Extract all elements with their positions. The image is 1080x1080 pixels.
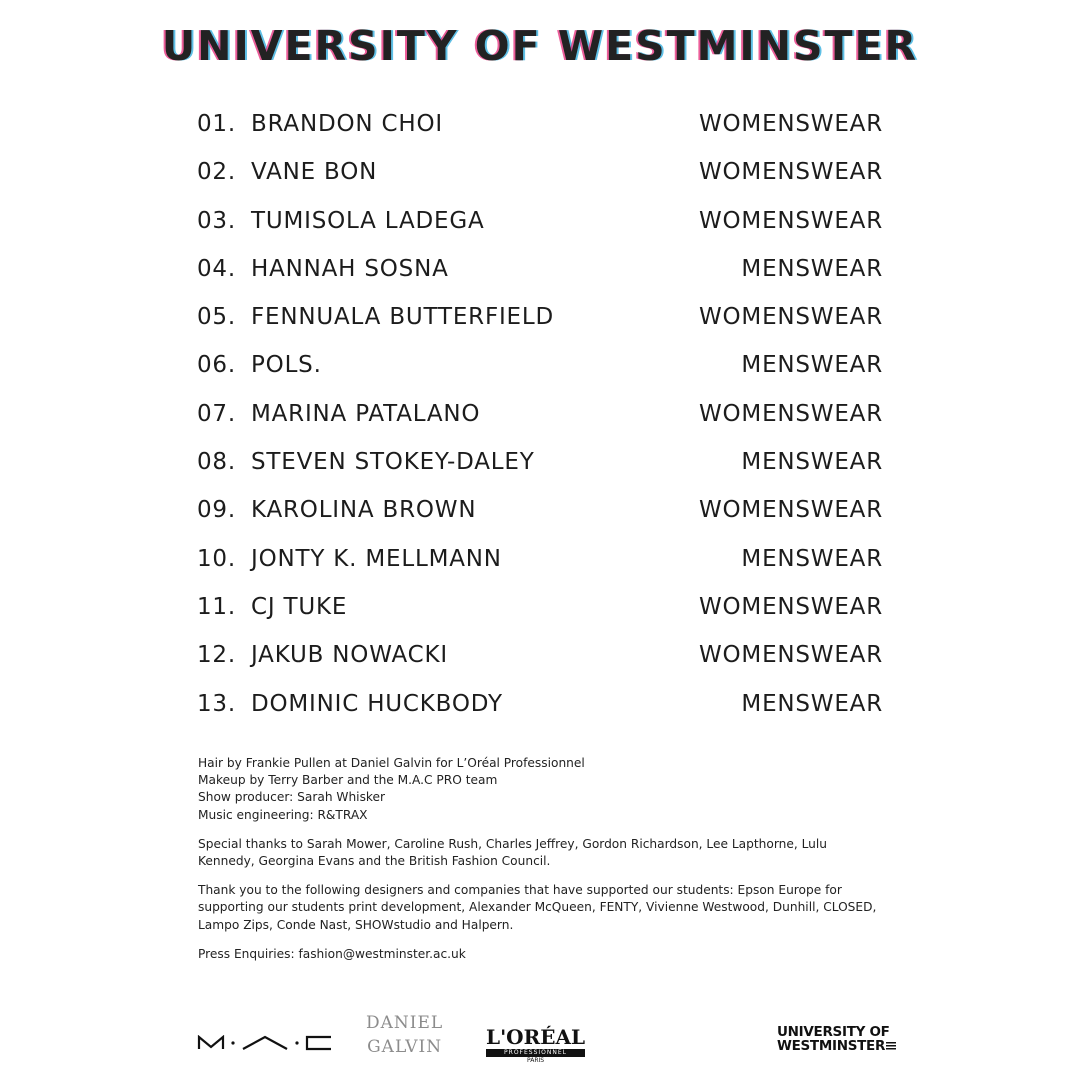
designer-name: JONTY K. MELLMANN	[251, 545, 502, 572]
collection-category: MENSWEAR	[741, 255, 883, 282]
special-thanks: Special thanks to Sarah Mower, Caroline Rush, Charles Jeffrey, Gordon Richardson, Lee Lapthorne, Lulu Kennedy, Georgina Evans and the British Fashion Council.	[198, 836, 827, 869]
lineup-row	[197, 441, 883, 489]
lineup-number: 04.	[197, 255, 236, 282]
lineup-number: 01.	[197, 111, 236, 137]
lineup-number: 06.	[197, 352, 236, 379]
lineup-row	[197, 103, 883, 151]
designer-name: HANNAH SOSNA	[251, 255, 449, 282]
collection-category: WOMENSWEAR	[698, 111, 883, 137]
lineup-number: 05.	[197, 304, 236, 331]
loreal-logo-sub: PROFESSIONNEL	[486, 1049, 585, 1057]
collection-category: MENSWEAR	[741, 690, 883, 717]
lineup-number: 11.	[197, 593, 236, 620]
lineup-row	[197, 634, 883, 682]
production-credits	[198, 755, 878, 824]
designer-name: VANE BON	[251, 159, 378, 186]
lineup-row	[197, 200, 883, 248]
collection-category: MENSWEAR	[741, 545, 883, 572]
hair-credit: Hair by Frankie Pullen at Daniel Galvin for L’Oréal Professionnel	[198, 756, 585, 770]
lineup-row	[197, 296, 883, 344]
designer-name: CJ TUKE	[251, 593, 348, 620]
loreal-logo-main: L'ORÉAL	[486, 1025, 586, 1049]
mac-logo-mark	[197, 1035, 333, 1051]
lineup-number: 03.	[197, 207, 236, 234]
collection-category: WOMENSWEAR	[698, 304, 883, 331]
collection-category: MENSWEAR	[741, 449, 883, 476]
designer-name: BRANDON CHOI	[251, 111, 443, 137]
loreal-logo	[486, 1027, 585, 1065]
designer-name: STEVEN STOKEY-DALEY	[251, 449, 535, 476]
credits-section	[198, 755, 878, 975]
daniel-galvin-line2: GALVIN	[367, 1037, 443, 1057]
collection-category: WOMENSWEAR	[698, 593, 883, 620]
westminster-logo-line2: WESTMINSTER	[777, 1038, 886, 1054]
daniel-galvin-line1: DANIEL	[366, 1013, 444, 1033]
designer-name: FENNUALA BUTTERFIELD	[251, 304, 555, 331]
press-enquiries: Press Enquiries: fashion@westminster.ac.uk	[198, 946, 466, 961]
westminster-logo-line1: UNIVERSITY OF	[777, 1024, 890, 1040]
daniel-galvin-logo	[366, 1011, 443, 1059]
producer-credit: Show producer: Sarah Whisker	[198, 790, 386, 805]
westminster-logo	[777, 1025, 896, 1053]
lineup-number: 02.	[197, 159, 236, 186]
supporters-thanks: Thank you to the following designers and companies that have supported our students: Epson Europe for supporting our students print development, Alexander McQueen, FENTY, Vivienne Westwood, Dunhill, CLOSED, Lampo Zips, Conde Nast, SHOWstudio and Halpern.	[198, 883, 877, 932]
designer-name: KAROLINA BROWN	[251, 497, 477, 524]
collection-category: WOMENSWEAR	[698, 497, 883, 524]
lineup-row	[197, 393, 883, 441]
designer-name: TUMISOLA LADEGA	[251, 207, 485, 234]
lineup-row	[197, 489, 883, 537]
lineup-number: 09.	[197, 497, 236, 524]
lineup-number: 07.	[197, 400, 236, 427]
collection-category: WOMENSWEAR	[698, 159, 883, 186]
lineup-row	[197, 683, 883, 731]
lineup-row	[197, 344, 883, 392]
designer-name: MARINA PATALANO	[251, 400, 481, 427]
lineup-row	[197, 586, 883, 634]
lineup-number: 08.	[197, 449, 236, 476]
designer-name: POLS.	[251, 352, 322, 379]
loreal-logo-city: PARIS	[526, 1057, 545, 1064]
westminster-bars-icon	[886, 1042, 896, 1051]
collection-category: WOMENSWEAR	[698, 642, 883, 669]
makeup-credit: Makeup by Terry Barber and the M.A.C PRO team	[198, 773, 498, 788]
lineup-row	[197, 151, 883, 199]
mac-logo	[197, 1035, 333, 1055]
collection-category: WOMENSWEAR	[698, 400, 883, 427]
collection-category: WOMENSWEAR	[698, 207, 883, 234]
designer-lineup	[197, 103, 883, 731]
designer-name: JAKUB NOWACKI	[251, 642, 448, 669]
collection-category: MENSWEAR	[741, 352, 883, 379]
music-credit: Music engineering: R&TRAX	[198, 807, 368, 822]
lineup-row	[197, 248, 883, 296]
lineup-number: 10.	[197, 545, 236, 572]
designer-name: DOMINIC HUCKBODY	[251, 690, 503, 717]
lineup-number: 13.	[197, 690, 236, 717]
page-title: UNIVERSITY OF WESTMINSTER	[161, 22, 919, 70]
sponsor-logos	[0, 1005, 1080, 1075]
lineup-number: 12.	[197, 642, 236, 669]
lineup-row	[197, 538, 883, 586]
